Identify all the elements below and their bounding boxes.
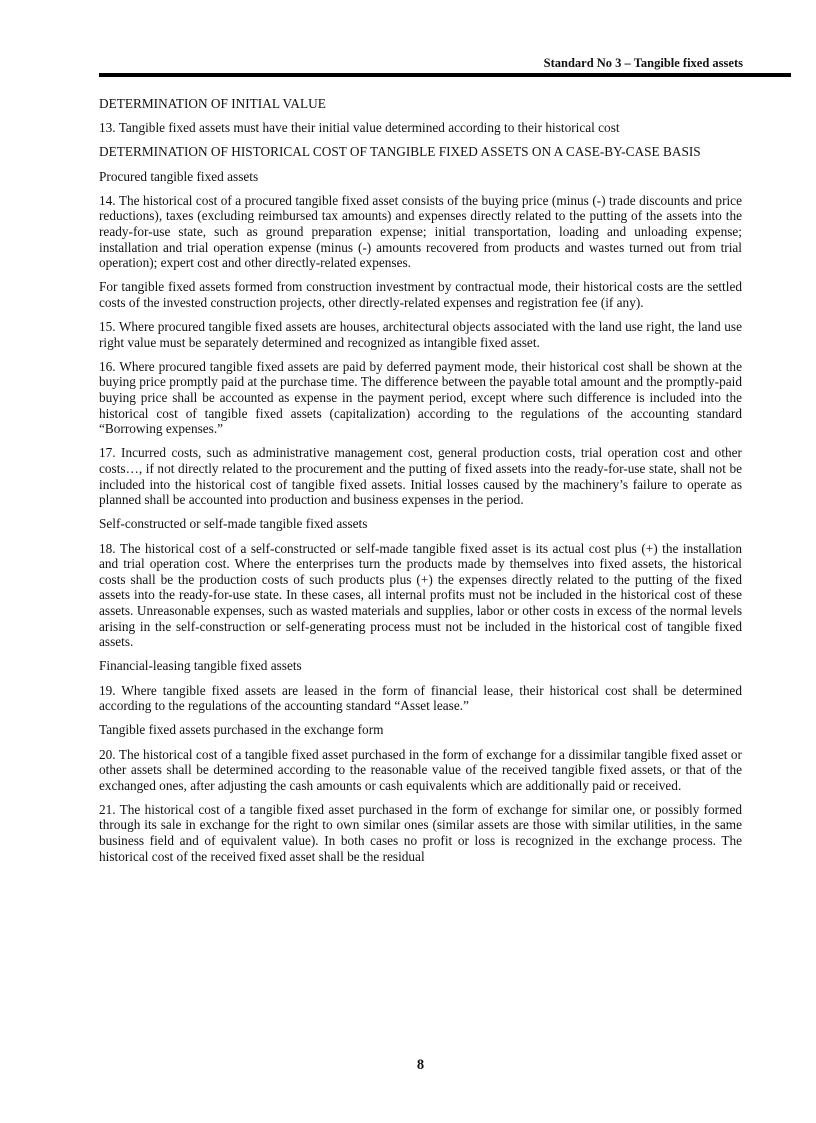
subsection-heading: Tangible fixed assets purchased in the exchange form [99, 722, 384, 738]
running-header: Standard No 3 – Tangible fixed assets [543, 56, 743, 70]
paragraph: 14. The historical cost of a procured tangible fixed asset consists of the buying price (minus (-) trade discounts and price reductions), taxes (excluding reimbursed tax amounts) and expenses directly related to the putting of the assets into the ready-for-use state, such as ground preparation expense; initial transportation, loading and unloading expense; installation and trial operation expense (minus (-) amounts recovered from products and wastes turned out from trial operation); expert cost and other directly-related expenses. [99, 192, 742, 271]
page-number: 8 [416, 1057, 425, 1073]
paragraph: 16. Where procured tangible fixed assets are paid by deferred payment mode, their historical cost shall be shown at the buying price promptly paid at the purchase time. The difference between the payable total amount and the promptly-paid buying price shall be accounted as expense in the payment period, except where such difference is included into the historical cost of tangible fixed assets (capitalization) according to the regulations of the accounting standard “Borrowing expenses.” [99, 358, 742, 437]
section-heading: DETERMINATION OF HISTORICAL COST OF TANGIBLE FIXED ASSETS ON A CASE-BY-CASE BASIS [99, 144, 701, 160]
paragraph: 17. Incurred costs, such as administrative management cost, general production costs, trial operation cost and other costs…, if not directly related to the procurement and the putting of fixed assets into the ready-for-use state, shall not be included into the historical cost of tangible fixed assets. Initial losses caused by the machinery’s failure to operate as planned shall be accounted into production and business expenses in the period. [99, 445, 742, 508]
subsection-heading: Self-constructed or self-made tangible fixed assets [99, 516, 368, 532]
paragraph: 18. The historical cost of a self-constructed or self-made tangible fixed asset is its actual cost plus (+) the installation and trial operation cost. Where the enterprises turn the products made by themselves into fixed assets, the historical costs shall be the production costs of such products plus (+) the expenses directly related to the putting of the fixed assets into the ready-for-use state. In these cases, all internal profits must not be included in the historical cost of these assets. Unreasonable expenses, such as wasted materials and supplies, labor or other costs in excess of the normal levels arising in the self-construction or self-generating process must not be included in the historical cost of tangible fixed assets. [99, 540, 742, 650]
document-body [99, 96, 742, 873]
paragraph: For tangible fixed assets formed from construction investment by contractual mode, their historical costs are the settled costs of the invested construction projects, other directly-related expenses and registration fee (if any). [99, 279, 742, 310]
subsection-heading: Procured tangible fixed assets [99, 168, 259, 184]
paragraph: 13. Tangible fixed assets must have their initial value determined according to their historical cost [99, 120, 620, 136]
header-rule [99, 73, 791, 77]
section-heading: DETERMINATION OF INITIAL VALUE [99, 96, 326, 111]
paragraph: 21. The historical cost of a tangible fixed asset purchased in the form of exchange for similar one, or possibly formed through its sale in exchange for the right to own similar ones (similar assets are those with similar utilities, in the same business field and of equivalent value). In both cases no profit or loss is recognized in the exchange process. The historical cost of the received fixed asset shall be the residual [99, 801, 742, 864]
paragraph: 20. The historical cost of a tangible fixed asset purchased in the form of exchange for a dissimilar tangible fixed asset or other assets shall be determined according to the reasonable value of the received tangible fixed assets, or that of the exchanged ones, after adjusting the cash amounts or cash equivalents which are additionally paid or received. [99, 746, 742, 793]
paragraph: 15. Where procured tangible fixed assets are houses, architectural objects associated with the land use right, the land use right value must be separately determined and recognized as intangible fixed asset. [99, 319, 742, 350]
paragraph: 19. Where tangible fixed assets are leased in the form of financial lease, their historical cost shall be determined according to the regulations of the accounting standard “Asset lease.” [99, 682, 742, 714]
subsection-heading: Financial-leasing tangible fixed assets [99, 658, 302, 674]
